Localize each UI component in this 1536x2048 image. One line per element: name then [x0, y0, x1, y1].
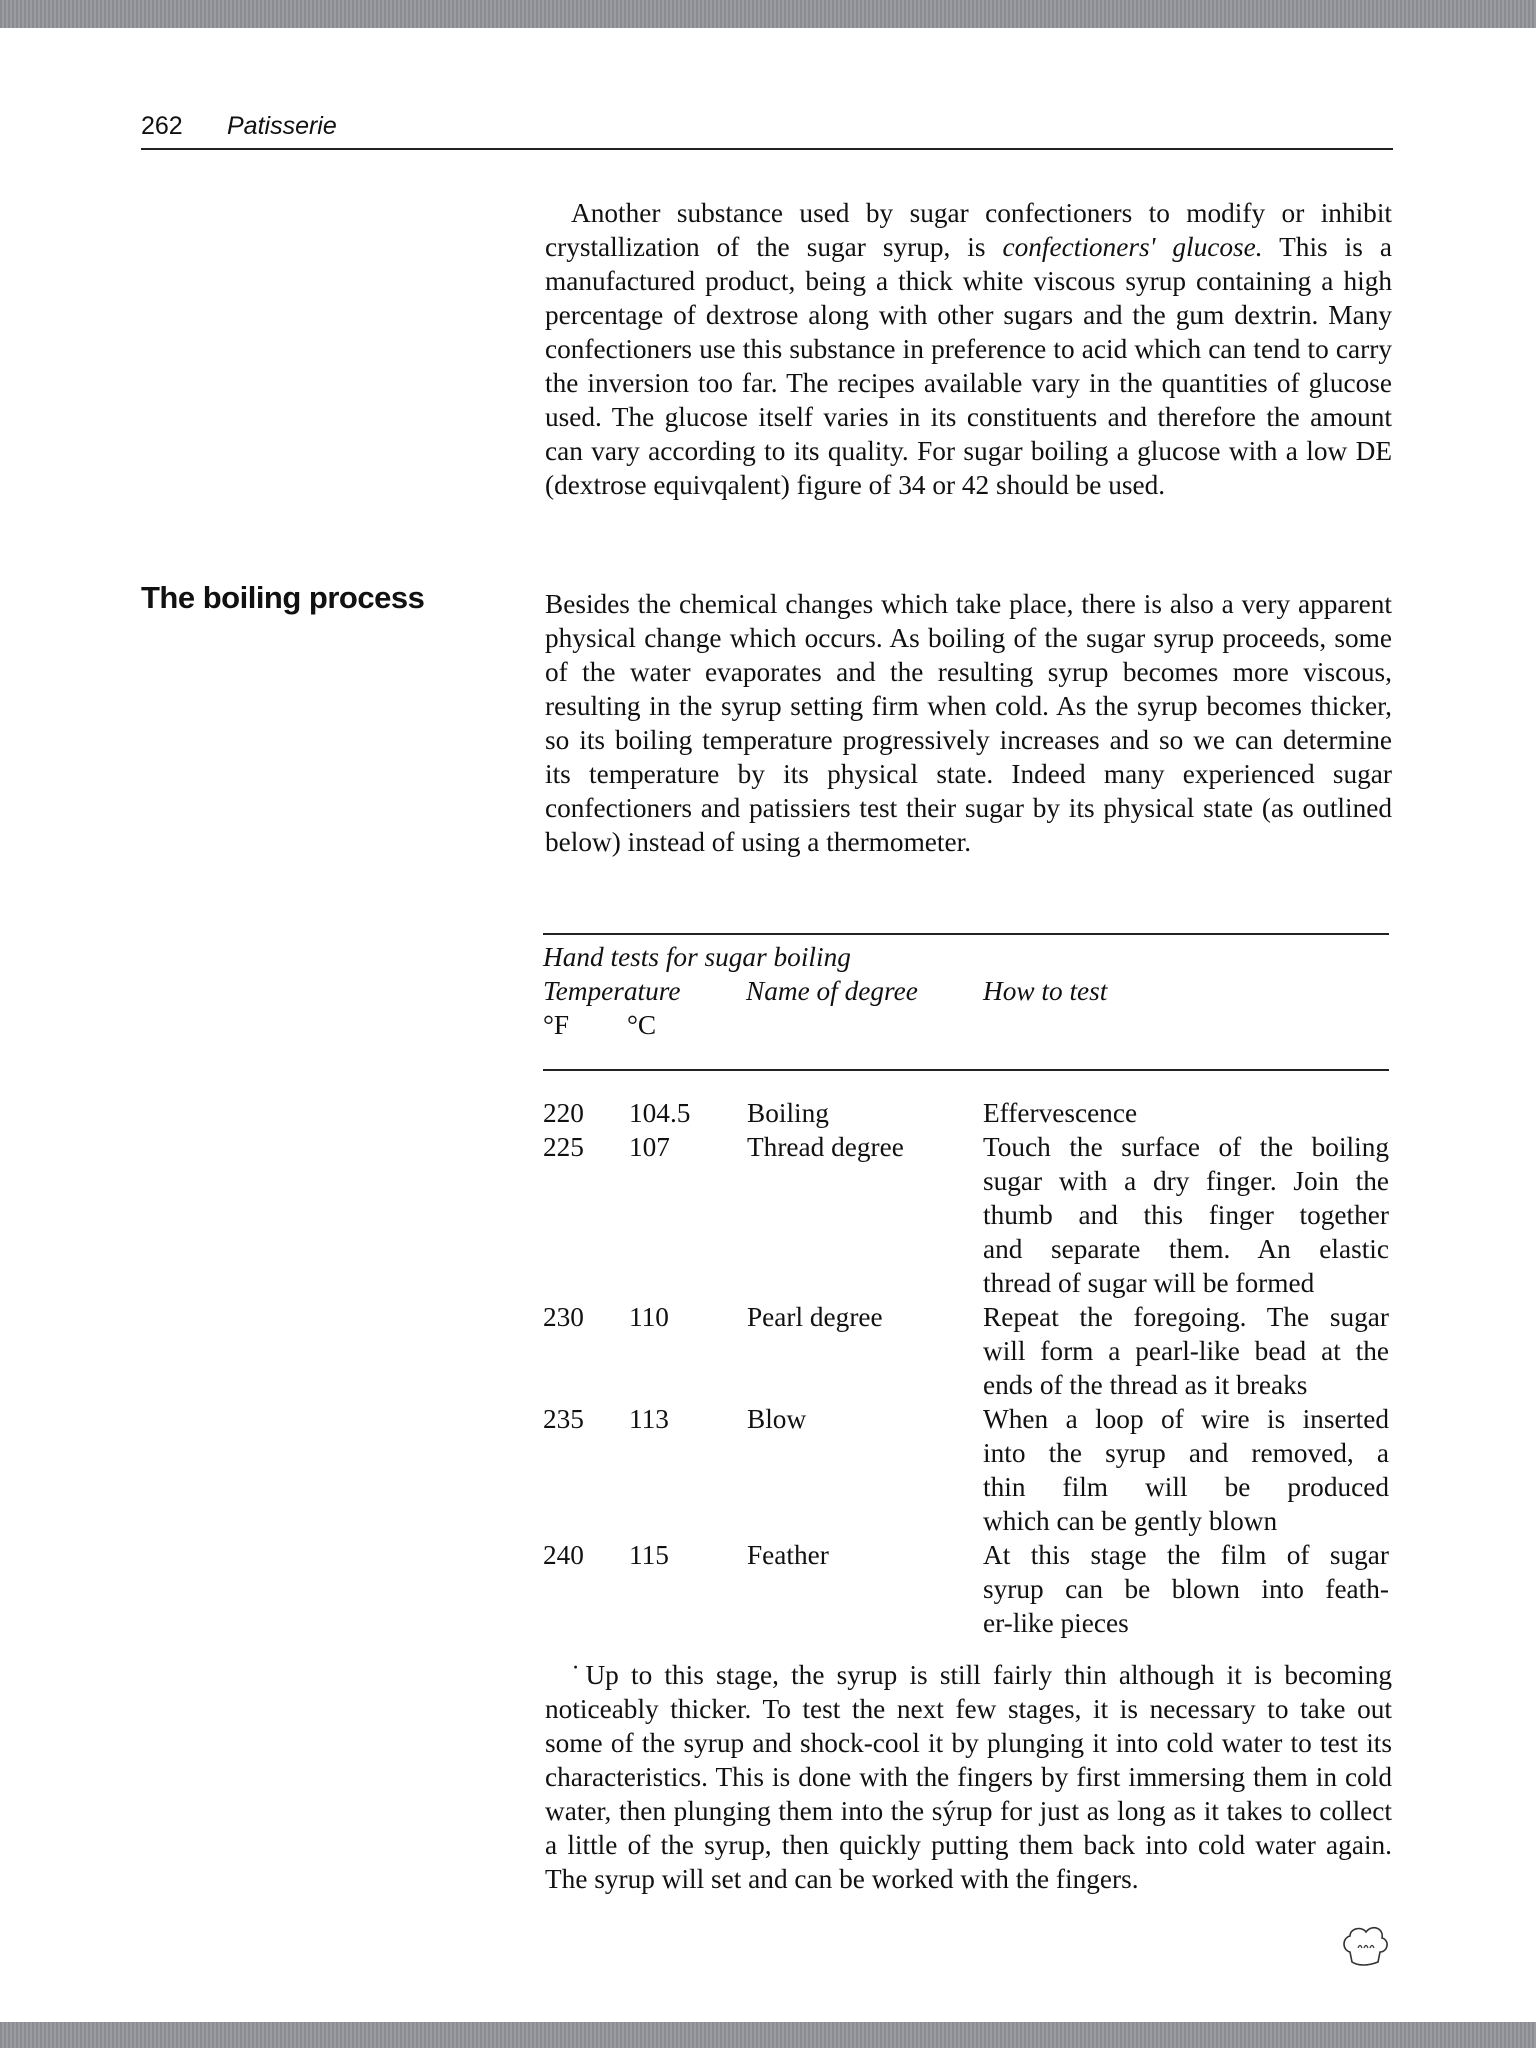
cell-celsius: 104.5	[629, 1098, 691, 1128]
cell-how-to-test	[983, 1096, 1389, 1130]
how-to-test-line: which can be gently blown	[983, 1506, 1278, 1536]
how-to-test-line: thin film will be produced	[983, 1472, 1389, 1502]
how-to-test-line: into the syrup and removed, a	[983, 1438, 1389, 1468]
header-rule	[141, 148, 1393, 150]
viewer-bottom-bar	[0, 2022, 1536, 2048]
how-to-test-line: sugar with a dry finger. Join the	[983, 1166, 1389, 1196]
how-to-test-line: syrup can be blown into feath-	[983, 1574, 1389, 1604]
intro-emphasis: confectioners' glucose.	[1002, 232, 1263, 262]
how-to-test-line: When a loop of wire is inserted	[983, 1404, 1389, 1434]
column-header-how: How to test	[983, 976, 1108, 1006]
cell-degree-name: Blow	[747, 1404, 807, 1434]
cell-fahrenheit: 230	[543, 1302, 584, 1332]
how-to-test-line: Repeat the foregoing. The sugar	[983, 1302, 1389, 1332]
cell-celsius: 113	[629, 1404, 669, 1434]
cell-fahrenheit: 240	[543, 1540, 584, 1570]
intro-text-b: This is a manufactured product, being a thick white viscous syrup containing a high percentage of dextrose along with other sugars and the gum dextrin. Many confectioners use this substance in preference to acid which can tend to carry the inversion too far. The recipes available vary in the quantities of glucose used. The glucose itself varies in its constituents and therefore the amount can vary according to its quality. For sugar boiling a glucose with a low DE (dextrose equivqalent) figure of 34 or 42 should be used.	[545, 232, 1392, 500]
cell-how-to-test	[983, 1300, 1389, 1402]
how-to-test-line: thread of sugar will be formed	[983, 1268, 1315, 1298]
how-to-test-line: At this stage the film of sugar	[983, 1540, 1389, 1570]
how-to-test-line: will form a pearl-like bead at the	[983, 1336, 1389, 1366]
table-top-rule	[543, 933, 1389, 935]
cell-degree-name: Pearl degree	[747, 1302, 883, 1332]
cell-celsius: 107	[629, 1132, 670, 1162]
table-header-rule	[543, 1069, 1389, 1071]
how-to-test-line: er-like pieces	[983, 1608, 1129, 1638]
how-to-test-line: and separate them. An elastic	[983, 1234, 1389, 1264]
how-to-test-line: thumb and this finger together	[983, 1200, 1389, 1230]
running-title: Patisserie	[227, 112, 337, 140]
how-to-test-line: ends of the thread as it breaks	[983, 1370, 1308, 1400]
intro-text-a: Another substance used by sugar confectioners to modify or inhibit crystallization of the sugar syrup, is	[545, 198, 1392, 262]
column-header-name: Name of degree	[746, 976, 918, 1006]
unit-fahrenheit: °F	[543, 1010, 570, 1040]
closing-paragraph: ˙Up to this stage, the syrup is still fairly thin although it is becoming noticeably thicker. To test the next few stages, it is necessary to take out some of the syrup and shock-cool it by plunging it into cold water to test its characteristics. This is done with the fingers by first immersing them in cold water, then plunging them into the sýrup for just as long as it takes to collect a little of the syrup, then quickly putting them back into cold water again. The syrup will set and can be worked with the fingers.	[545, 1660, 1392, 1894]
cell-degree-name: Boiling	[747, 1098, 829, 1128]
viewer-top-bar	[0, 0, 1536, 28]
cell-celsius: 110	[629, 1302, 669, 1332]
unit-celsius: °C	[627, 1010, 657, 1040]
cell-how-to-test	[983, 1130, 1389, 1300]
table-caption: Hand tests for sugar boiling	[543, 942, 851, 972]
cell-degree-name: Thread degree	[747, 1132, 904, 1162]
running-header	[141, 110, 1393, 150]
cell-fahrenheit: 225	[543, 1132, 584, 1162]
section-paragraph: Besides the chemical changes which take place, there is also a very apparent physical change which occurs. As boiling of the sugar syrup proceeds, some of the water evaporates and the resulting syrup becomes more viscous, resulting in the syrup setting firm when cold. As the syrup becomes thicker, so its boiling temperature progressively increases and so we can determine its temperature by its physical state. Indeed many experienced sugar confectioners and patissiers test their sugar by its physical state (as outlined below) instead of using a thermometer.	[545, 589, 1392, 857]
page-number: 262	[141, 112, 183, 140]
how-to-test-line: Touch the surface of the boiling	[983, 1132, 1389, 1162]
cell-degree-name: Feather	[747, 1540, 829, 1570]
chef-hat-icon	[1340, 1922, 1390, 1968]
how-to-test-line: Effervescence	[983, 1098, 1138, 1128]
column-header-temperature: Temperature	[543, 976, 681, 1006]
cell-how-to-test	[983, 1402, 1389, 1538]
cell-fahrenheit: 220	[543, 1098, 584, 1128]
section-heading: The boiling process	[141, 580, 425, 615]
intro-paragraph	[545, 196, 1392, 502]
cell-fahrenheit: 235	[543, 1404, 584, 1434]
cell-how-to-test	[983, 1538, 1389, 1640]
cell-celsius: 115	[629, 1540, 669, 1570]
